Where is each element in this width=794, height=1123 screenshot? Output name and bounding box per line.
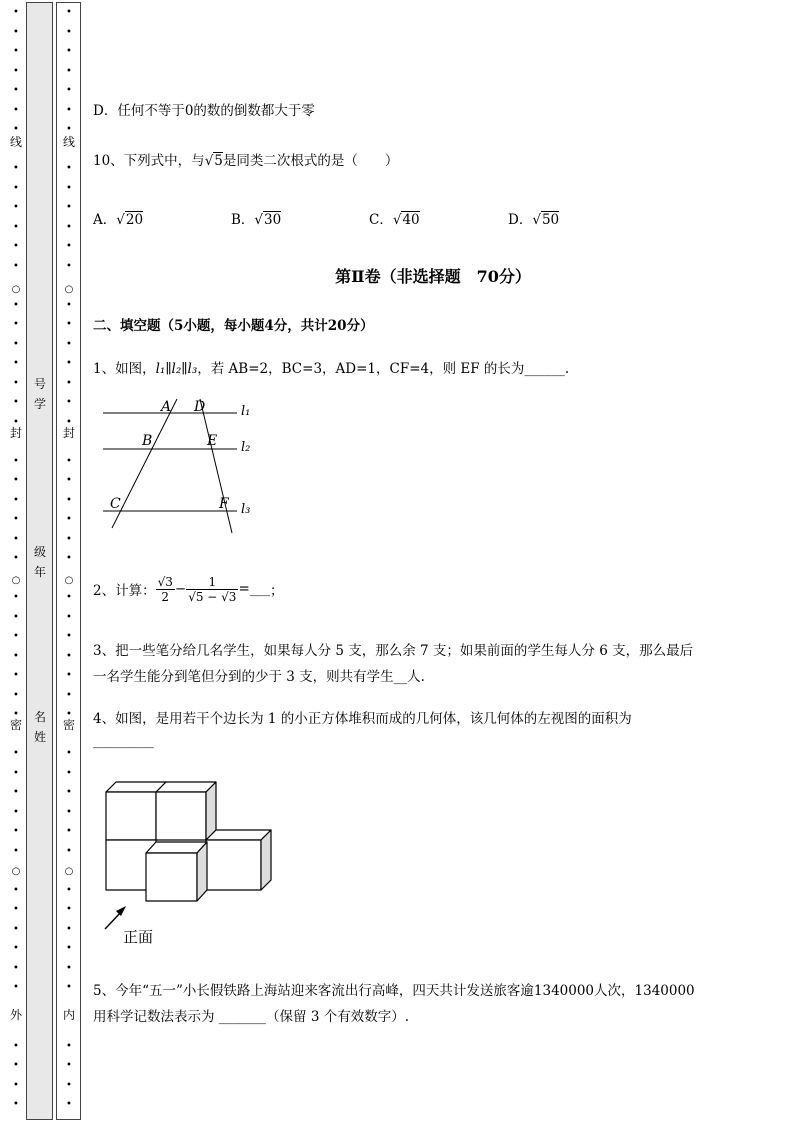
fill-q3-end: 人.: [407, 669, 425, 685]
binding-dot: •: [13, 748, 19, 759]
binding-dot: •: [66, 456, 72, 467]
fill-q2-end: ；: [270, 583, 284, 599]
binding-dot: •: [66, 85, 72, 96]
binding-dot: •: [13, 417, 19, 428]
binding-dot: •: [13, 1041, 19, 1052]
outer-mark-mi: 密: [9, 718, 22, 732]
binding-dot: •: [13, 397, 19, 408]
binding-dot: •: [66, 1080, 72, 1091]
label-student-number: 号学: [33, 377, 46, 411]
binding-dot: •: [66, 651, 72, 662]
fill-q1-end: .: [564, 361, 570, 377]
equals-sign: =: [238, 581, 250, 597]
binding-dot: •: [13, 1080, 19, 1091]
sqrt-symbol: √: [116, 212, 125, 228]
binding-dot: •: [13, 1099, 19, 1110]
cube-front-face: [156, 792, 206, 840]
binding-dot: •: [66, 339, 72, 350]
binding-dot: •: [66, 982, 72, 993]
sqrt-symbol: √: [254, 212, 264, 228]
binding-dot: •: [13, 85, 19, 96]
binding-dot: •: [66, 417, 72, 428]
fill-q2-blank: ___: [249, 581, 270, 597]
outer-mark-wai: 外: [9, 1008, 22, 1022]
fill-q3-line-2: [93, 665, 425, 685]
binding-circle-icon: ○: [64, 866, 74, 877]
q10-stem: [93, 149, 398, 169]
binding-dot: •: [13, 124, 19, 135]
binding-dot: •: [13, 261, 19, 272]
label-name: 名姓: [33, 710, 46, 744]
binding-dot: •: [66, 924, 72, 935]
fill-q5-end: （保留 3 个有效数字）.: [266, 1009, 410, 1025]
binding-dot: •: [13, 592, 19, 603]
inner-mark-mi: 密: [62, 718, 75, 732]
fill-q2-fraction-2: [186, 575, 238, 604]
fraction-2-numerator: 1: [186, 575, 238, 590]
fill-q5-blank: _______: [218, 1009, 267, 1025]
transversal-df: [200, 399, 232, 533]
binding-dot: •: [13, 670, 19, 681]
q10-option-a-value: 20: [125, 212, 144, 228]
section-2-title: 第Ⅱ卷（非选择题 70分）: [335, 267, 531, 286]
binding-dot: •: [13, 339, 19, 350]
binding-dot: •: [66, 1099, 72, 1110]
fill-q3-blank: __: [393, 669, 408, 685]
binding-dot: •: [66, 124, 72, 135]
binding-dot: •: [66, 1041, 72, 1052]
binding-dot: •: [13, 885, 19, 896]
fill-q1-prefix: 1、如图，: [93, 361, 156, 377]
binding-dot: •: [66, 241, 72, 252]
q10-option-d-label: D．: [508, 212, 533, 228]
binding-dot: •: [13, 105, 19, 116]
binding-dot: •: [13, 183, 19, 194]
binding-dot: •: [13, 787, 19, 798]
outer-mark-xian: 线: [9, 135, 22, 149]
point-c-label: C: [110, 496, 121, 512]
binding-dot: •: [66, 963, 72, 974]
q10-option-a: [93, 208, 143, 228]
part-2-heading: 二、填空题（5小题，每小题4分，共计20分）: [93, 318, 374, 334]
binding-dot: •: [13, 904, 19, 915]
point-b-label: B: [142, 433, 153, 449]
fill-q2-prefix: 2、计算：: [93, 583, 156, 599]
binding-dot: •: [13, 534, 19, 545]
binding-dot: •: [66, 319, 72, 330]
binding-dot: •: [66, 612, 72, 623]
point-d-label: D: [194, 399, 206, 415]
front-label: 正面: [123, 928, 154, 946]
fill-q5-line-1: 5、今年“五一”小长假铁路上海站迎来客流出行高峰，四天共计发送旅客逾1340000人次，1340000: [93, 983, 695, 999]
binding-dot: •: [66, 631, 72, 642]
binding-dot: •: [66, 27, 72, 38]
binding-dot: •: [66, 787, 72, 798]
fill-q3-text: 一名学生能分到笔但分到的少于 3 支，则共有学生: [93, 669, 394, 685]
fill-q5-line-2: [93, 1005, 409, 1025]
fill-q4-blank: _________: [93, 733, 154, 749]
binding-dot: •: [66, 378, 72, 389]
binding-dot: •: [13, 378, 19, 389]
binding-dot: •: [66, 592, 72, 603]
binding-dot: •: [66, 261, 72, 272]
binding-dot: •: [13, 768, 19, 779]
point-f-label: F: [219, 496, 229, 512]
binding-dot: •: [66, 183, 72, 194]
q10-option-b-value: 30: [264, 212, 282, 228]
q10-option-b-label: B．: [231, 212, 255, 228]
binding-dot: •: [66, 690, 72, 701]
fill-q1-condition: l₁∥l₂∥l₃: [155, 361, 198, 377]
front-arrow-icon: [116, 906, 126, 916]
binding-dot: •: [66, 904, 72, 915]
binding-dot: •: [66, 66, 72, 77]
binding-circle-icon: ○: [11, 866, 21, 877]
binding-dot: •: [13, 631, 19, 642]
line-l2-label: l₂: [241, 440, 251, 455]
cube-top-face: [206, 830, 271, 840]
binding-dot: •: [13, 651, 19, 662]
inner-mark-nei: 内: [62, 1008, 75, 1022]
binding-circle-icon: ○: [64, 575, 74, 586]
binding-circle-icon: ○: [11, 284, 21, 295]
q10-option-c-value: 40: [402, 212, 420, 228]
fill-q4-line-1: 4、如图，是用若干个边长为 1 的小正方体堆积而成的几何体，该几何体的左视图的面积为: [93, 711, 632, 727]
binding-dot: •: [13, 456, 19, 467]
binding-dot: •: [66, 46, 72, 57]
binding-dot: •: [66, 397, 72, 408]
q10-sqrt-symbol: √: [204, 153, 214, 169]
sqrt-symbol: √: [392, 212, 402, 228]
binding-circle-icon: ○: [11, 575, 21, 586]
binding-dot: •: [13, 982, 19, 993]
binding-dot: •: [13, 300, 19, 311]
binding-dot: •: [13, 514, 19, 525]
q10-option-b: [231, 208, 281, 228]
binding-circle-icon: ○: [64, 284, 74, 295]
binding-dot: •: [66, 826, 72, 837]
binding-dot: •: [13, 690, 19, 701]
cube-side-face: [261, 830, 271, 890]
binding-dot: •: [13, 202, 19, 213]
binding-dot: •: [13, 241, 19, 252]
fill-q1-text: ，若 AB=2，BC=3，AD=1，CF=4，则 EF 的长为: [197, 361, 525, 377]
binding-dot: •: [13, 66, 19, 77]
binding-dot: •: [13, 963, 19, 974]
label-grade: 级年: [33, 545, 46, 579]
binding-dot: •: [13, 27, 19, 38]
binding-dot: •: [66, 475, 72, 486]
cube-stack-figure: [101, 778, 286, 950]
binding-dot: •: [13, 924, 19, 935]
binding-dot: •: [13, 475, 19, 486]
cube-front-face: [106, 792, 156, 840]
fraction-2-denominator: √5 − √3: [188, 589, 237, 604]
binding-dot: •: [66, 222, 72, 233]
binding-dot: •: [13, 553, 19, 564]
fill-q5-text: 用科学记数法表示为: [93, 1009, 219, 1025]
binding-dot: •: [13, 846, 19, 857]
binding-dot: •: [13, 222, 19, 233]
q10-radicand: 5: [214, 153, 223, 169]
binding-dot: •: [66, 553, 72, 564]
binding-dot: •: [13, 495, 19, 506]
transversal-ac: [112, 399, 177, 528]
binding-dot: •: [13, 1060, 19, 1071]
binding-dot: •: [66, 300, 72, 311]
binding-dot: •: [66, 202, 72, 213]
binding-dot: •: [13, 943, 19, 954]
fraction-1-numerator: √3: [157, 574, 173, 589]
binding-dot: •: [66, 534, 72, 545]
binding-dot: •: [13, 612, 19, 623]
fraction-1-denominator: 2: [161, 589, 170, 604]
line-l1-label: l₁: [241, 404, 251, 419]
binding-dot: •: [66, 495, 72, 506]
q10-option-c-label: C．: [369, 212, 393, 228]
binding-dot: •: [66, 885, 72, 896]
fill-q2-fraction-1: [156, 575, 175, 604]
fill-q2: [93, 570, 284, 608]
binding-dot: •: [13, 826, 19, 837]
binding-dot: •: [13, 163, 19, 174]
binding-dot: •: [13, 46, 19, 57]
cube-front-face: [146, 853, 197, 901]
binding-dot: •: [13, 807, 19, 818]
binding-margin: [0, 0, 82, 1123]
cube-side-face: [197, 842, 207, 901]
binding-dot: •: [66, 768, 72, 779]
binding-dot: •: [66, 1060, 72, 1071]
binding-dot: •: [66, 807, 72, 818]
fill-q1: [93, 357, 569, 377]
binding-dot: •: [66, 943, 72, 954]
q10-prefix: 10、下列式中，与: [93, 153, 205, 169]
q10-suffix: 是同类二次根式的是（ ）: [222, 153, 399, 169]
inner-mark-feng: 封: [62, 426, 75, 440]
binding-dot: •: [13, 358, 19, 369]
q9-option-d: D．任何不等于0的数的倒数都大于零: [93, 103, 315, 119]
binding-dot: •: [66, 7, 72, 18]
fill-q1-blank: ______: [524, 361, 565, 377]
binding-dot: •: [13, 7, 19, 18]
binding-dot: •: [66, 670, 72, 681]
binding-dot: •: [13, 319, 19, 330]
binding-dot: •: [66, 846, 72, 857]
cube-front-face: [206, 840, 261, 890]
line-l3-label: l₃: [241, 502, 251, 517]
point-a-label: A: [161, 399, 172, 415]
fill-q3-line-1: 3、把一些笔分给几名学生，如果每人分 5 支，那么余 7 支；如果前面的学生每人分 6 支，那么最后: [93, 643, 694, 659]
binding-dot: •: [66, 709, 72, 720]
binding-dot: •: [66, 748, 72, 759]
inner-mark-xian: 线: [62, 135, 75, 149]
q10-option-d: [508, 208, 559, 228]
binding-dot: •: [66, 163, 72, 174]
sqrt-symbol: √: [532, 212, 541, 228]
q10-option-a-label: A．: [93, 212, 117, 228]
point-e-label: E: [207, 433, 218, 449]
outer-mark-feng: 封: [9, 426, 22, 440]
binding-dot: •: [66, 105, 72, 116]
q10-option-d-value: 50: [541, 212, 560, 228]
minus-sign: −: [174, 581, 187, 597]
binding-dot: •: [66, 514, 72, 525]
parallel-lines-figure: [101, 393, 271, 538]
binding-dot: •: [13, 709, 19, 720]
q10-option-c: [369, 208, 420, 228]
binding-dot: •: [66, 358, 72, 369]
